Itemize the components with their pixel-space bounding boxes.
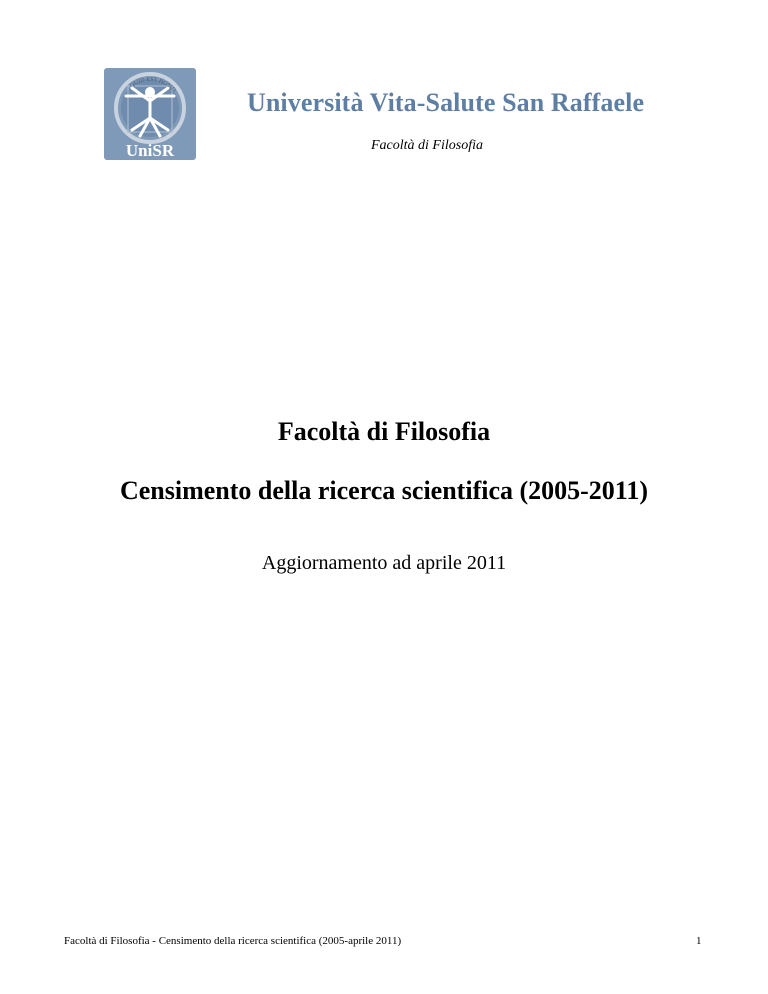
document-title: Facoltà di Filosofia (277, 417, 491, 446)
vitruvian-man-icon (102, 66, 198, 162)
document-subtitle: Censimento della ricerca scientifica (2005-2011) (119, 476, 649, 505)
logo-text: UniSR (125, 141, 175, 160)
footer-text: Facoltà di Filosofia - Censimento della ricerca scientifica (2005-aprile 2011) (64, 935, 402, 947)
unisr-logo (102, 66, 198, 162)
university-name: Università Vita-Salute San Raffaele (247, 88, 645, 117)
header-faculty: Facoltà di Filosofia (371, 138, 483, 153)
page-number: 1 (696, 935, 702, 947)
logo-ring-text: QUID EST HOMO (129, 76, 177, 94)
update-note: Aggiornamento ad aprile 2011 (261, 552, 507, 574)
figure-head (145, 87, 155, 97)
